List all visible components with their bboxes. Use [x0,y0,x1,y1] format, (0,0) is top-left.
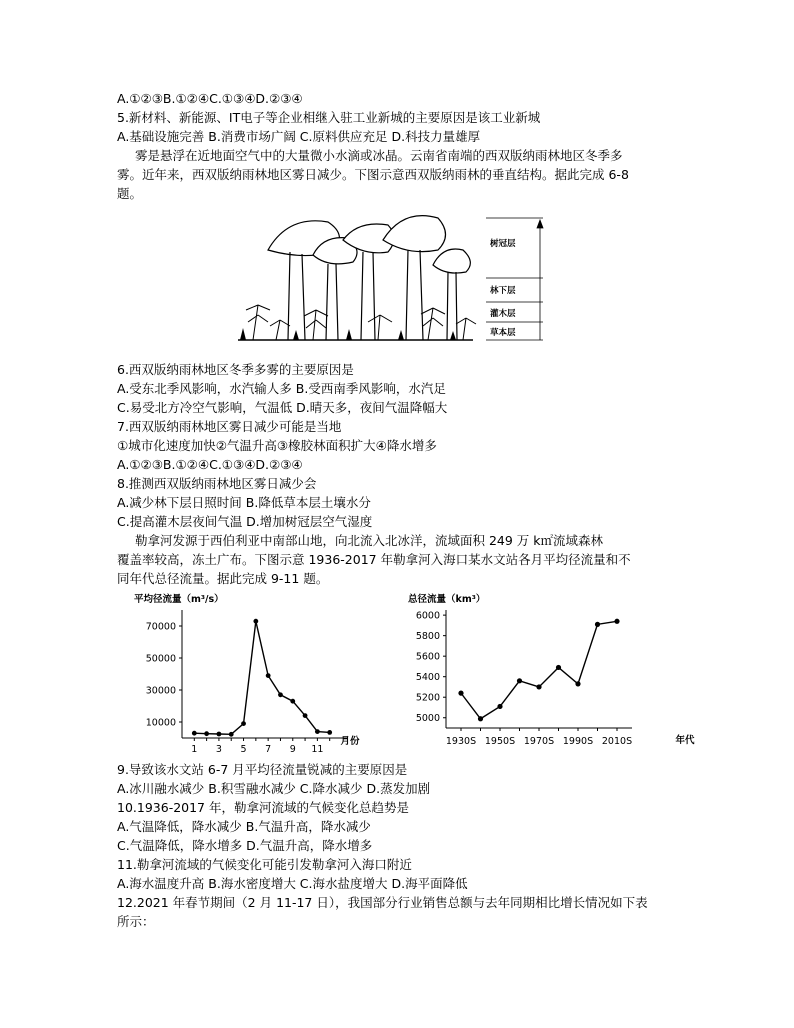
chart2-title: 总径流量（km³） [408,594,486,605]
layer-label-understory: 林下层 [490,286,516,296]
chart2-x-tick-label: 1990S [562,736,594,747]
layer-label-herb: 草本层 [490,328,516,338]
question-12-cont: 所示： [117,914,155,929]
chart1-series-line [194,621,329,734]
chart2-y-tick-label: 5800 [415,631,440,643]
question-8-options-cd: C.提高灌木层夜间气温 D.增加树冠层空气湿度 [117,514,373,529]
question-8: 8.推测西双版纳雨林地区雾日减少会 [117,476,317,491]
chart1-x-ticks [191,738,329,755]
question-6-options-ab: A.受东北季风影响，水汽输人多 B.受西南季风影响，水汽足 [117,381,446,396]
chart2-points [458,619,619,722]
chart2-y-tick-label: 5600 [415,651,440,663]
chart2-x-tick-label: 1950S [484,736,516,747]
chart2-x-tick-label: 1970S [523,736,555,747]
chart2-x-tick-label: 2010S [601,736,633,747]
chart1-point [241,721,246,726]
chart1-x-tick-label: 11 [311,744,324,755]
chart1-y-ticks [146,622,182,729]
question-11: 11.勒拿河流域的气候变化可能引发勒拿河入海口附近 [117,857,412,872]
chart1-x-tick-label: 3 [215,744,222,755]
chart1-x-tick-label: 9 [289,744,296,755]
passage-fog-1: 雾是悬浮在近地面空气中的大量微小水滴或冰晶。云南省南端的西双版纳雨林地区冬季多 [135,148,623,163]
passage-lena-2: 覆盖率较高，冻土广布。下图示意 1936-2017 年勒拿河入海口某水文站各月平均径流量和不 [117,552,631,567]
question-6: 6.西双版纳雨林地区冬季多雾的主要原因是 [117,362,354,377]
chart1-y-tick-label: 50000 [145,653,176,665]
passage-fog-3: 题。 [117,186,143,201]
monthly-discharge-chart [120,588,370,760]
chart2-point [517,678,522,683]
chart2-series-line [461,621,617,718]
chart2-y-tick-label: 5000 [415,713,440,725]
chart1-x-tick-label: 5 [240,744,247,755]
canopy-tree-1 [268,221,339,340]
chart2-point [458,691,463,696]
question-10-options-cd: C.气温降低，降水增多 D.气温升高，降水增多 [117,838,373,853]
question-12: 12.2021 年春节期间（2 月 11-17 日），我国部分行业销售总额与去年同期相比增长情况如下表 [117,895,648,910]
chart2-point [595,622,600,627]
passage-fog-2: 雾。近年来，西双版纳雨林地区雾日减少。下图示意西双版纳雨林的垂直结构。据此完成 6-8 [117,167,629,182]
question-10: 10.1936-2017 年，勒拿河流域的气候变化总趋势是 [117,800,409,815]
question-7-options: A.①②③B.①②④C.①③④D.②③④ [117,457,303,472]
passage-lena-1: 勒拿河发源于西伯利亚中南部山地，向北流入北冰洋，流域面积 249 万 k㎡流域森林 [135,533,604,548]
chart1-point [303,713,308,718]
question-10-options-ab: A.气温降低，降水减少 B.气温升高，降水减少 [117,819,371,834]
chart2-point [556,665,561,670]
chart1-y-tick-label: 30000 [145,685,176,697]
question-9: 9.导致该水文站 6-7 月平均径流量锐减的主要原因是 [117,762,408,777]
layer-dividers [486,218,543,340]
chart1-point [278,692,283,697]
canopy-tree-2 [313,238,357,340]
chart1-point [315,729,320,734]
chart2-x-ticks [446,728,632,747]
chart2-point [614,619,619,624]
layer-label-shrub: 灌木层 [490,309,516,319]
chart1-point [229,732,234,737]
chart2-point [497,704,502,709]
chart1-axes [182,610,348,738]
chart2-x-tick-label: 1930S [445,736,477,747]
chart1-point [253,619,258,624]
chart2-point [575,681,580,686]
question-5-options: A.基础设施完善 B.消费市场广阔 C.原料供应充足 D.科技力量雄厚 [117,129,481,144]
chart2-y-tick-label: 5200 [415,692,440,704]
chart2-point [536,684,541,689]
decade-discharge-chart [400,588,710,760]
chart2-x-label: 年代 [675,735,695,746]
chart2-y-tick-label: 6000 [415,610,440,622]
question-7-items: ①城市化速度加快②气温升高③橡胶林面积扩大④降水增多 [117,438,437,453]
chart2-point [478,716,483,721]
question-11-options: A.海水温度升高 B.海水密度增大 C.海水盐度增大 D.海平面降低 [117,876,468,891]
question-5: 5.新材料、新能源、IT电子等企业相继入驻工业新城的主要原因是该工业新城 [117,110,541,125]
chart1-point [327,730,332,735]
chart1-point [266,673,271,678]
chart1-x-tick-label: 7 [265,744,272,755]
chart1-point [217,732,222,737]
chart1-y-tick-label: 10000 [145,717,176,729]
canopy-tree-4 [383,216,446,340]
chart1-point [290,699,295,704]
passage-lena-3: 同年代总径流量。据此完成 9-11 题。 [117,571,329,586]
layer-label-canopy: 树冠层 [490,239,516,249]
chart1-x-tick-label: 1 [191,744,198,755]
chart1-title: 平均径流量（m³/s） [134,594,224,605]
question-9-options: A.冰川融水减少 B.积雪融水减少 C.降水减少 D.蒸发加剧 [117,781,431,796]
herb-layer [240,328,456,340]
chart1-y-tick-label: 70000 [145,621,176,633]
chart1-x-label: 月份 [340,736,360,747]
question-6-options-cd: C.易受北方冷空气影响，气温低 D.晴天多，夜间气温降幅大 [117,400,448,415]
answer-options-q4: A.①②③B.①②④C.①③④D.②③④ [117,91,303,106]
chart2-y-ticks [416,611,446,725]
chart1-points [192,619,332,737]
rainforest-figure [228,210,558,355]
chart2-y-tick-label: 5400 [415,672,440,684]
chart1-point [204,731,209,736]
question-8-options-ab: A.减少林下层日照时间 B.降低草本层土壤水分 [117,495,371,510]
chart1-point [192,731,197,736]
question-7: 7.西双版纳雨林地区雾日减少可能是当地 [117,419,342,434]
